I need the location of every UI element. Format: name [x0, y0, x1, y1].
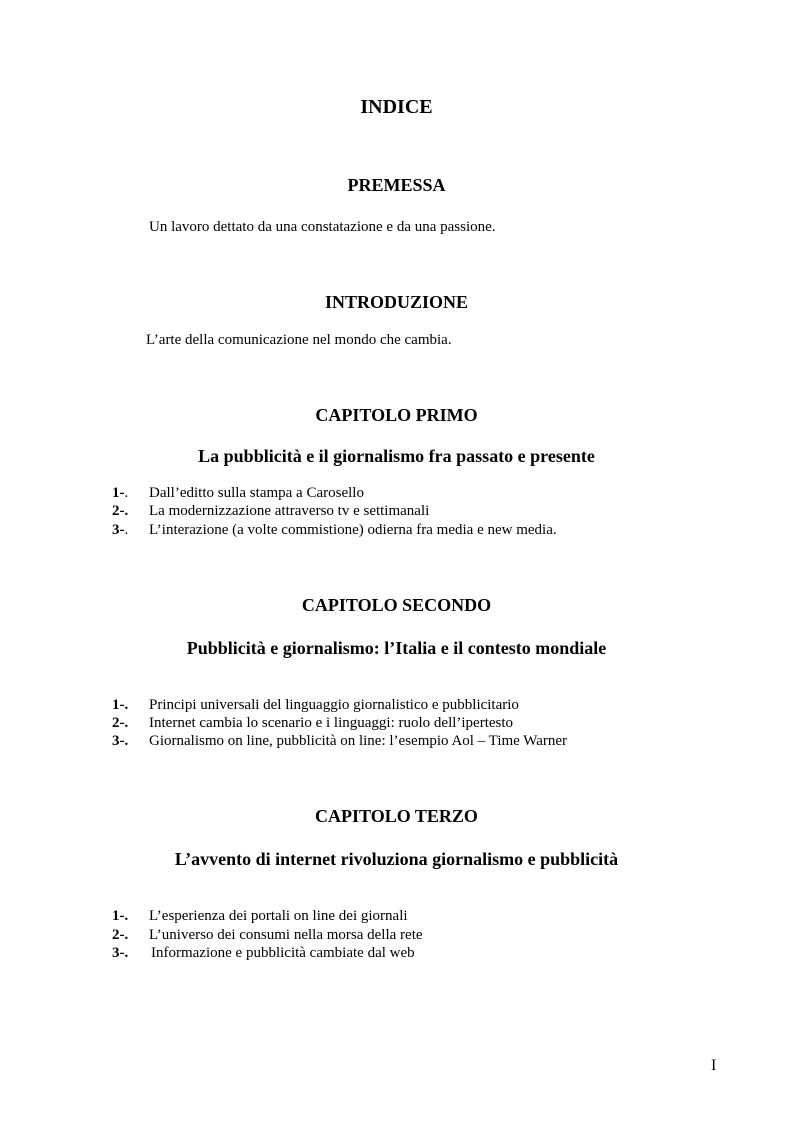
chapter-3-subtitle: L’avvento di internet rivoluziona giornalismo e pubblicità — [174, 849, 619, 869]
page-number: I — [711, 1057, 717, 1074]
list-item — [0, 927, 793, 945]
list-item — [0, 697, 793, 715]
item-number: 3-. — [112, 945, 129, 961]
item-text: Dall’editto sulla stampa a Carosello — [149, 485, 364, 501]
item-text: Internet cambia lo scenario e i linguaggi: ruolo dell’ipertesto — [149, 715, 514, 731]
item-number: 1-. — [112, 697, 129, 713]
item-number: 2-. — [112, 927, 129, 943]
introduzione-heading: INTRODUZIONE — [324, 292, 469, 312]
list-item — [0, 733, 793, 751]
premessa-heading: PREMESSA — [347, 175, 446, 195]
item-text: La modernizzazione attraverso tv e settimanali — [149, 503, 430, 519]
chapter-2-heading: CAPITOLO SECONDO — [301, 595, 492, 615]
item-text: Giornalismo on line, pubblicità on line: l’esempio Aol – Time Warner — [149, 733, 568, 749]
item-number: 1-. — [112, 485, 129, 501]
list-item — [0, 503, 793, 521]
list-item — [0, 908, 793, 926]
list-item — [0, 715, 793, 733]
premessa-text: Un lavoro dettato da una constatazione e da una passione. — [149, 219, 496, 235]
chapter-1-subtitle: La pubblicità e il giornalismo fra passato e presente — [198, 446, 595, 466]
item-text: L’interazione (a volte commistione) odierna fra media e new media. — [149, 522, 557, 538]
item-number: 2-. — [112, 503, 129, 519]
item-text: L’esperienza dei portali on line dei giornali — [149, 908, 408, 924]
list-item — [0, 945, 793, 963]
introduzione-text: L’arte della comunicazione nel mondo che cambia. — [146, 332, 452, 348]
chapter-3-heading: CAPITOLO TERZO — [315, 806, 478, 826]
item-number: 1-. — [112, 908, 129, 924]
item-text: Informazione e pubblicità cambiate dal web — [151, 945, 415, 961]
item-number: 2-. — [112, 715, 129, 731]
item-text: Principi universali del linguaggio giornalistico e pubblicitario — [149, 697, 519, 713]
list-item — [0, 522, 793, 540]
list-item — [0, 485, 793, 503]
page-title: INDICE — [360, 96, 433, 118]
item-text: L’universo dei consumi nella morsa della rete — [149, 927, 423, 943]
item-number: 3-. — [112, 522, 129, 538]
item-number: 3-. — [112, 733, 129, 749]
chapter-2-subtitle: Pubblicità e giornalismo: l’Italia e il contesto mondiale — [186, 638, 607, 658]
chapter-1-heading: CAPITOLO PRIMO — [315, 405, 478, 425]
